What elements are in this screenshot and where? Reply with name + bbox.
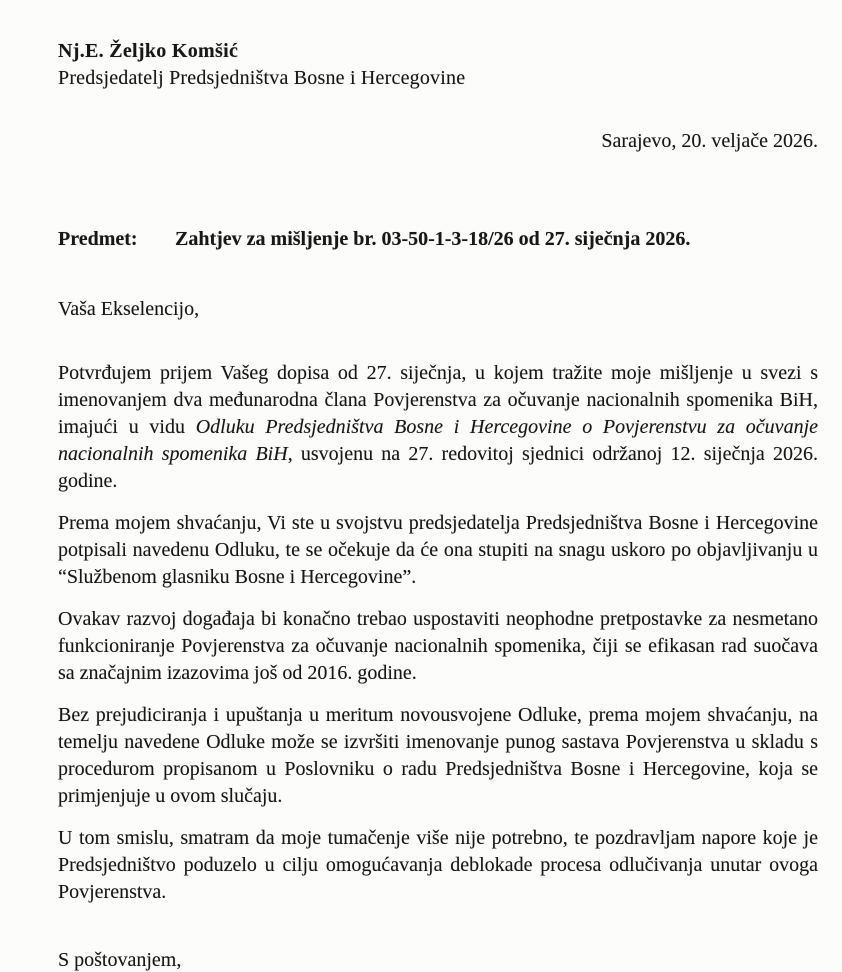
subject-label: Predmet: [58, 228, 138, 250]
dateline: Sarajevo, 20. veljače 2026. [601, 130, 818, 152]
paragraph-3: Ovakav razvoj događaja bi konačno trebao uspostaviti neophodne pretpostavke za nesmetano funkcioniranje Povjerenstva za očuvanje nacionalnih spomenika, čiji se efikasan rad suočava sa značajnim izazovima još od 2016. godine. [58, 608, 818, 684]
closing-salutation: S poštovanjem, [58, 949, 182, 971]
salutation: Vaša Ekselencijo, [58, 298, 200, 320]
paragraph-2: Prema mojem shvaćanju, Vi ste u svojstvu predsjedatelja Predsjedništva Bosne i Hercegovine potpisali navedenu Odluku, te se očekuje da će ona stupiti na snagu uskoro po objavljivanju u “Službenom glasniku Bosne i Hercegovine”. [58, 512, 818, 588]
paragraph-1-italic-citation: Odluku Predsjedništva Bosne i Hercegovine o Povjerenstvu za očuvanje nacionalnih spomenika BiH [58, 416, 818, 465]
recipient-name: Nj.E. Željko Komšić [58, 40, 239, 62]
subject-text: Zahtjev za mišljenje br. 03-50-1-3-18/26 od 27. siječnja 2026. [175, 228, 691, 250]
paragraph-5: U tom smislu, smatram da moje tumačenje više nije potrebno, te pozdravljam napore koje je Predsjedništvo poduzelo u cilju omogućavanja deblokade procesa odlučivanja unutar ovoga Povjerenstva. [58, 827, 818, 903]
paragraph-4: Bez prejudiciranja i upuštanja u meritum novousvojene Odluke, prema mojem shvaćanju, na temelju navedene Odluke može se izvršiti imenovanje punog sastava Povjerenstva u skladu s procedurom propisanom u Poslovniku o radu Predsjedništva Bosne i Hercegovine, koja se primjenjuje u ovom slučaju. [58, 704, 818, 807]
subject-line [58, 226, 818, 253]
paragraph-1-text-after: , usvojenu na 27. redovitoj sjednici održanoj 12. siječnja 2026. godine. [58, 443, 818, 492]
paragraph-1-text: Potvrđujem prijem Vašeg dopisa od 27. siječnja, u kojem tražite moje mišljenje u svezi s imenovanjem dva međunarodna člana Povjerenstva za očuvanje nacionalnih spomenika BiH, imajući u vidu [58, 362, 818, 438]
paragraph-1 [58, 360, 818, 495]
letter-body [58, 360, 818, 906]
recipient-title: Predsjedatelj Predsjedništva Bosne i Hercegovine [58, 67, 466, 89]
recipient-block [58, 38, 818, 92]
